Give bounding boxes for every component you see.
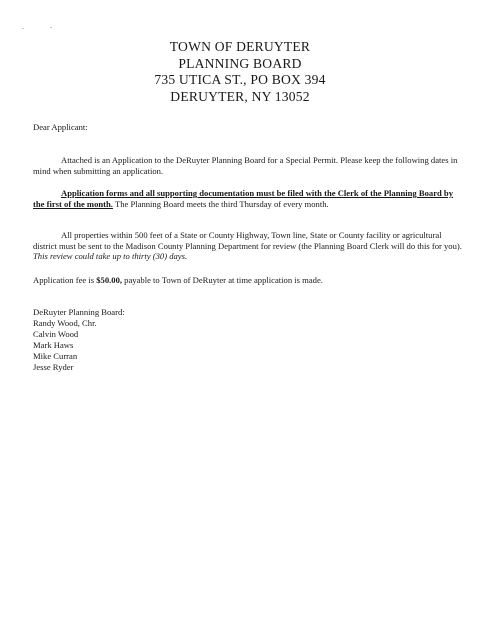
meeting-schedule: The Planning Board meets the third Thursday of every month.	[112, 198, 329, 209]
paragraph-intro: Attached is an Application to the DeRuyter Planning Board for a Special Permit. Please keep the following dates in mind when submitting an application.	[33, 155, 458, 176]
salutation: Dear Applicant:	[33, 122, 88, 132]
paragraph-fee	[33, 275, 463, 286]
board-member: Jesse Ryder	[33, 361, 74, 372]
review-text: All properties within 500 feet of a State or County Highway, Town line, State or County facility or agricultural district must be sent to the Madison County Planning Department for review (the Planning Board Clerk will do this for you).	[33, 230, 462, 251]
letterhead-city: DERUYTER, NY 13052	[170, 88, 310, 104]
board-member: Mike Curran	[33, 350, 78, 361]
fee-prefix: Application fee is	[33, 275, 97, 285]
letterhead-board: PLANNING BOARD	[178, 55, 302, 71]
deadline-emphasis: Application forms and all supporting documentation must be filed with the Clerk of the Planning Board by the first of the month.	[33, 188, 454, 209]
letterhead	[0, 39, 480, 105]
fee-amount: $50.00,	[96, 275, 123, 285]
letterhead-street: 735 UTICA ST., PO BOX 394	[154, 72, 326, 87]
scan-speck	[50, 27, 52, 28]
fee-suffix: payable to Town of DeRuyter at time application is made.	[122, 275, 323, 285]
board-member: Calvin Wood	[33, 328, 79, 339]
board-members-list	[33, 307, 463, 372]
paragraph-deadline	[33, 188, 463, 209]
review-duration: This review could take up to thirty (30) days.	[33, 251, 188, 262]
board-heading: DeRuyter Planning Board:	[33, 307, 125, 317]
board-member: Mark Haws	[33, 339, 74, 350]
paragraph-review	[33, 230, 463, 262]
scan-speck	[22, 28, 24, 29]
letterhead-town: TOWN OF DERUYTER	[169, 39, 311, 54]
board-member: Randy Wood, Chr.	[33, 317, 97, 328]
